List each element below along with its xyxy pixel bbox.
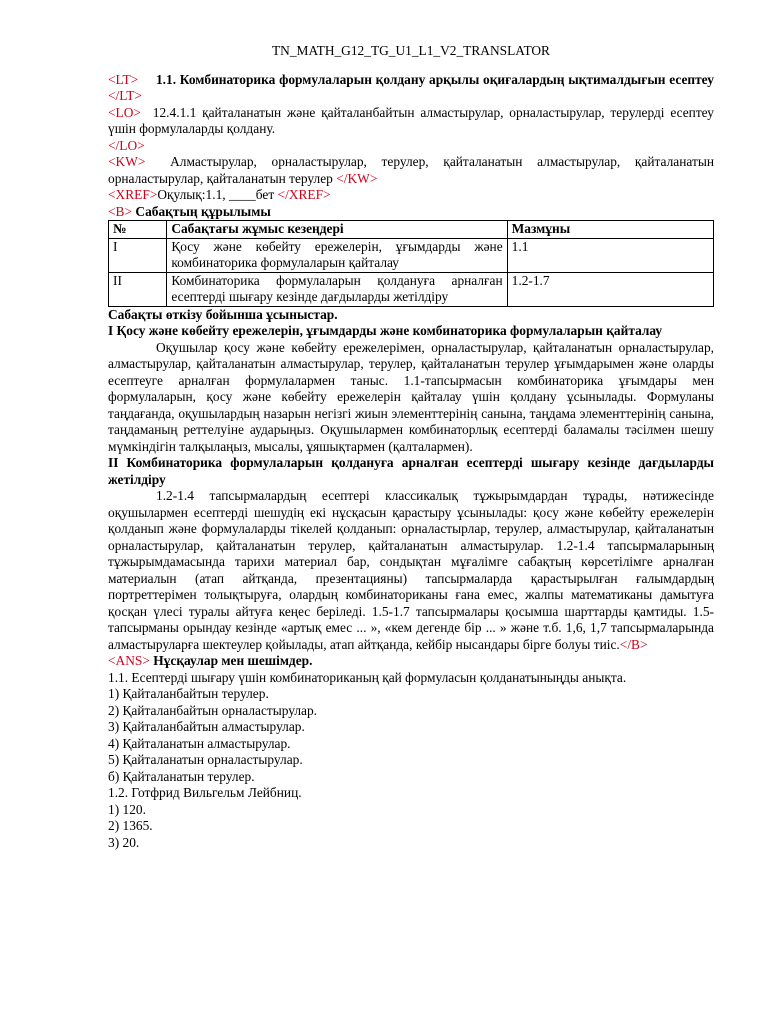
lo-open-tag: <LO> (108, 104, 141, 120)
list-item: 1) Қайталанбайтын терулер. (108, 686, 269, 701)
document-page (108, 0, 714, 851)
lt-open-tag: <LT> (108, 71, 139, 87)
list-item: 2) Қайталанбайтын орналастырулар. (108, 702, 318, 718)
list-item: 1.2. Готфрид Вильгельм Лейбниц. (108, 785, 302, 800)
table-header-cell: Мазмұны (507, 221, 713, 239)
list-item: 3) 20. (108, 834, 140, 850)
keywords-text: Алмастырулар, орналастырулар, терулер, қайталанатын алмастырулар, қайталанатын орналастырулар, қайталанатын терулер (108, 154, 715, 186)
lesson-structure-title: Сабақтың құрылымы (135, 203, 271, 219)
table-cell: 1.2-1.7 (507, 272, 713, 306)
list-item: б) Қайталанатын терулер. (108, 768, 255, 784)
lesson-structure-heading (108, 204, 714, 221)
lo-close-tag: </LO> (108, 137, 145, 153)
keywords (108, 154, 714, 187)
table-row (109, 272, 714, 306)
kw-close-tag: </KW> (336, 170, 378, 186)
answers-heading (108, 653, 714, 670)
b-close-tag: </B> (619, 636, 648, 652)
xref-open-tag: <XREF> (108, 187, 158, 202)
list-item: 1.1. Есептерді шығару үшін комбинаториканың қай формуласын қолданатыныңды анықта. (108, 669, 627, 685)
section-1-heading: I Қосу және көбейту ережелерін, ұғымдарды және комбинаторика формулаларын қайталау (108, 323, 663, 338)
lesson-topic-text: 1.1. Комбинаторика формулаларын қолдану арқылы оқиғалардың ықтималдығын есептеу (155, 71, 714, 87)
table-cell: Комбинаторика формулаларын қолдануға арналған есептерді шығару кезінде дағдыларды жетілдіру (167, 272, 507, 306)
cross-reference (108, 187, 714, 204)
list-item: 4) Қайталанатын алмастырулар. (108, 735, 291, 751)
list-item: 2) 1365. (108, 818, 153, 833)
list-item: 5) Қайталанатын орналастырулар. (108, 752, 303, 767)
table-cell: I (109, 238, 167, 272)
lesson-structure-table (108, 220, 714, 307)
table-header-row (109, 221, 714, 239)
section-2-text (108, 488, 714, 653)
answers-list (108, 670, 714, 852)
recommendations-heading: Сабақты өткізу бойынша ұсыныстар. (108, 306, 338, 322)
list-item: 3) Қайталанбайтын алмастырулар. (108, 719, 305, 734)
lo-close-line (108, 138, 714, 155)
table-cell: II (109, 272, 167, 306)
answers-title: Нұсқаулар мен шешімдер. (153, 653, 313, 668)
table-row (109, 238, 714, 272)
table-cell: Қосу және көбейту ережелерін, ұғымдарды және комбинаторика формулаларын қайталау (167, 238, 507, 272)
lt-close-tag: </LT> (108, 88, 142, 103)
table-header-cell: Сабақтағы жұмыс кезеңдері (167, 221, 507, 239)
b-open-tag: <B> (108, 203, 133, 219)
xref-close-tag: </XREF> (277, 187, 331, 202)
table-cell: 1.1 (507, 238, 713, 272)
list-item: 1) 120. (108, 801, 146, 817)
ans-open-tag: <ANS> (108, 653, 150, 668)
section-2-body: 1.2-1.4 тапсырмалардың есептері классикалық тұжырымдардан тұрады, нәтижесінде оқушылармен есептерді шешудің екі нұсқасын қарастыру ұсынылады: қосу және көбейту ережелерін қолданып және формулаларды тікелей қолданып: орналастырлар, терулер, алмастырулар, қайталанатын орналастырулар, қайталанатын терулер, қайталанатын алмастырулар. 1.2-1.4 тапсырмаларының тұжырымдамасында тарихи материал бар, сондықтан мұғалімге сабақтың көрсетілімге арналған материалын (атап айтқанда, презентацияны) тапсырмаларда қарастырылған ғалымдардың портреттерімен толықтыруға, олардың комбинаториканы ғана емес, жалпы математиканы дамытуға қосқан үлесі туралы айтуға кеңес беріледі. 1.5-1.7 тапсырмалары қосымша шарттарды қамтиды. 1.5-тапсырманы орындау кезінде «артық емес ... », «кем дегенде бір ... » және т.б. 1,6, 1,7 тапсырмаларында алмастыруларға шектеулер қойылады, атап айтқанда, кейбір нысандары бірге болуы тиіс. (108, 488, 714, 652)
lesson-topic (108, 72, 714, 105)
learning-objective (108, 105, 714, 138)
xref-text: Оқулық:1.1, ____бет (157, 187, 275, 202)
learning-objective-text: 12.4.1.1 қайталанатын және қайталанбайтын алмастырулар, орналастырулар, терулерді есептеу үшін формулаларды қолдану. (108, 104, 714, 136)
document-title: TN_MATH_G12_TG_U1_L1_V2_TRANSLATOR (272, 43, 550, 58)
table-header-cell: № (109, 221, 167, 239)
section-2-heading: II Комбинаторика формулаларын қолдануға арналған есептерді шығару кезінде дағдыларды жетілдіру (108, 455, 714, 487)
kw-open-tag: <KW> (108, 154, 146, 169)
section-1-text: Оқушылар қосу және көбейту ережелерімен, орналастырулар, қайталанатын орналастырулар, алмастырулар, қайталанатын алмастырулар, терулер, қайталанатын терулер ұғымдарымен және оларды есептеуге арналған формулалармен таныс. 1.1-тапсырмасын комбинаторика ұғымдары мен формулаларын, қосу және көбейту ережелерін қайталау үшін қолдану ұсынылады. Формуланы таңдағанда, оқушылардың назарын негізгі жиын элементтерінің санына, таңдама элементтерінің санына, таңдаманың реттелуіне аударыңыз. Оқушылармен комбинаторлық есептерді баламалы тәсілмен шешу мүмкіндігін талқылаңыз, мысалы, ұяшықтармен (қалталармен). (108, 339, 714, 454)
